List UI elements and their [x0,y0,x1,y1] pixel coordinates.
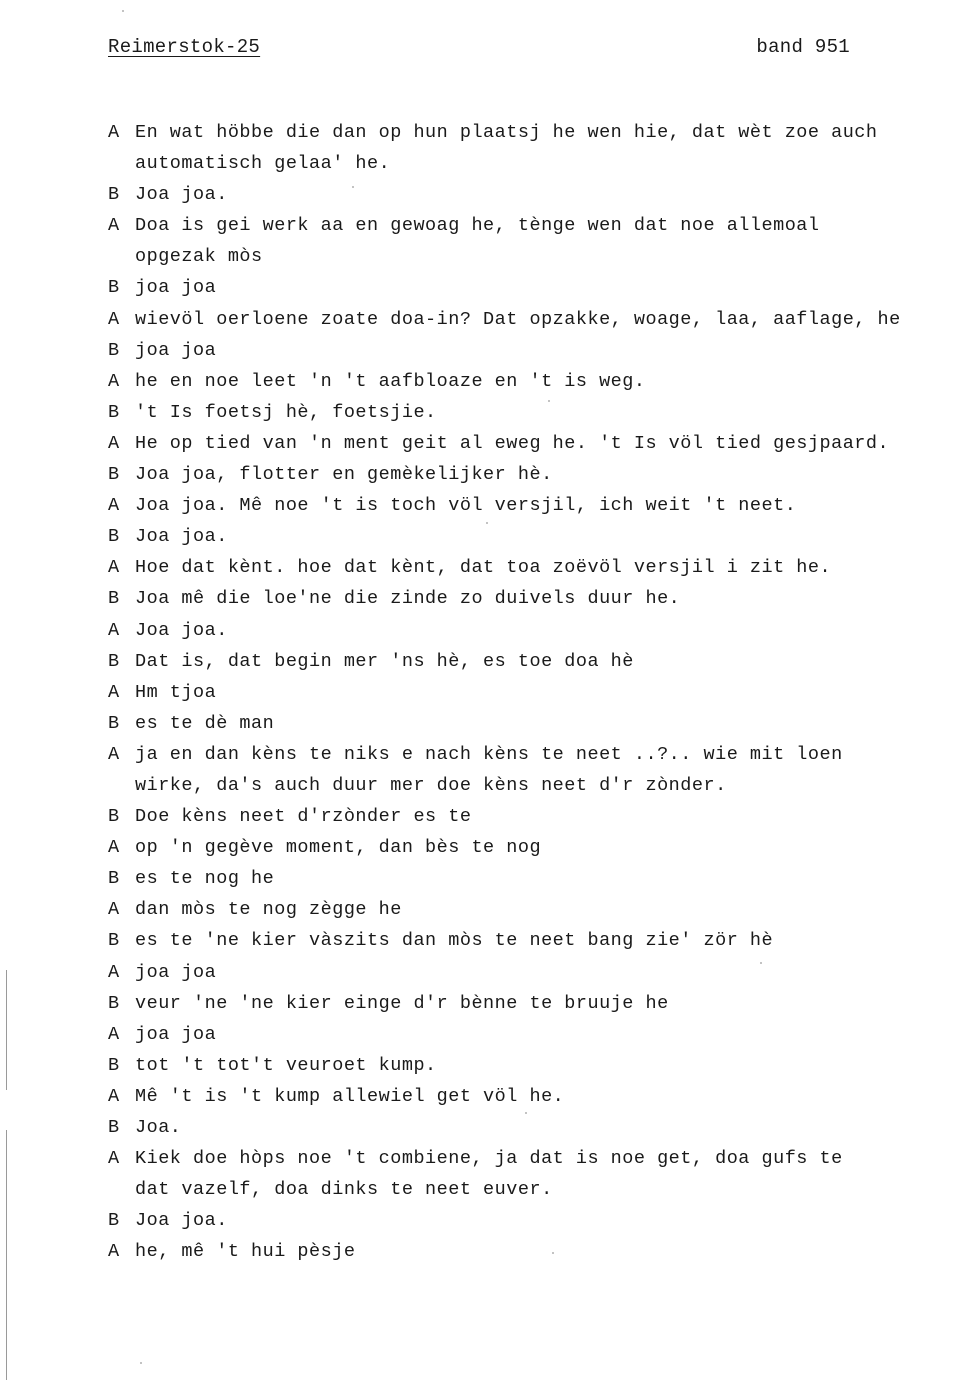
transcript-line [108,490,968,521]
speaker-label: B [108,868,120,890]
utterance-text: veur 'ne 'ne kier einge d'r bènne te bruuje he [135,992,669,1014]
scan-speck [352,186,354,188]
transcript-line [108,179,968,210]
utterance-text: dan mòs te nog zègge he [135,899,402,921]
utterance-text: es te nog he [135,868,275,890]
transcript-line [108,1050,968,1081]
transcript-line [108,1174,968,1205]
scan-margin-mark [6,970,7,1090]
speaker-label: A [108,899,120,921]
utterance-text: wirke, da's auch duur mer doe kèns neet d'r zònder. [135,774,727,796]
speaker-label: A [108,215,120,237]
transcript-line [108,148,968,179]
scan-speck [552,1252,554,1254]
utterance-text: joa joa [135,277,217,299]
transcript-line [108,863,968,894]
transcript-line [108,459,968,490]
utterance-text: En wat höbbe die dan op hun plaatsj he wen hie, dat wèt zoe auch [135,122,878,143]
speaker-label: B [108,401,120,423]
transcript-line [108,1019,968,1050]
utterance-text: es te 'ne kier vàszits dan mòs te neet bang zie' zör hè [135,930,774,952]
utterance-text: Kiek doe hòps noe 't combiene, ja dat is noe get, doa gufs te [135,1148,843,1170]
speaker-label: A [108,370,120,392]
transcript-line [108,708,968,739]
utterance-text: dat vazelf, doa dinks te neet euver. [135,1179,553,1201]
transcript [108,117,968,1267]
transcript-line [108,646,968,677]
utterance-text: joa joa [135,961,217,983]
transcript-line [108,925,968,956]
speaker-label: A [108,619,120,641]
utterance-text: he, mê 't hui pèsje [135,1241,356,1263]
speaker-label: B [108,184,120,206]
transcript-line [108,801,968,832]
speaker-label: A [108,122,120,143]
utterance-text: joa joa [135,1023,217,1045]
speaker-label: A [108,308,120,330]
scan-speck [122,10,124,12]
transcript-line [108,397,968,428]
utterance-text: es te dè man [135,712,275,734]
transcript-line [108,1143,968,1174]
transcript-line [108,117,968,148]
scan-speck [548,400,550,402]
speaker-label: A [108,1241,120,1263]
utterance-text: opgezak mòs [135,246,263,268]
utterance-text: Hm tjoa [135,681,217,703]
speaker-label: B [108,992,120,1014]
utterance-text: Joa mê die loe'ne die zinde zo duivels duur he. [135,588,681,610]
transcript-line [108,210,968,241]
transcript-line [108,428,968,459]
speaker-label [108,770,135,801]
utterance-text: Doa is gei werk aa en gewoag he, tènge wen dat noe allemoal [135,215,820,237]
speaker-label: A [108,1085,120,1107]
transcript-line [108,1112,968,1143]
transcript-line [108,739,968,770]
speaker-label: B [108,1117,120,1138]
transcript-line [108,335,968,366]
speaker-label: A [108,557,120,579]
speaker-label: A [108,743,120,765]
speaker-label: A [108,495,120,517]
utterance-text: Joa joa. [135,619,228,641]
document-title: Reimerstok-25 [108,36,261,58]
speaker-label: A [108,1148,120,1170]
speaker-label: B [108,1210,120,1232]
speaker-label: A [108,1023,120,1045]
speaker-label: B [108,339,120,361]
utterance-text: op 'n gegève moment, dan bès te nog [135,837,542,859]
speaker-label: B [108,526,120,548]
utterance-text: Joa joa. Mê noe 't is toch völ versjil, ich weit 't neet. [135,495,797,517]
transcript-line [108,1081,968,1112]
utterance-text: He op tied van 'n ment geit al eweg he. 't Is völ tied gesjpaard. [135,432,890,454]
transcript-line [108,615,968,646]
utterance-text: Joa joa, flotter en gemèkelijker hè. [135,464,553,486]
speaker-label: B [108,277,120,299]
transcript-line [108,241,968,272]
speaker-label: B [108,464,120,486]
speaker-label: A [108,432,120,454]
scan-speck [760,962,762,964]
utterance-text: joa joa [135,339,217,361]
scan-speck [525,1112,527,1114]
transcript-line [108,957,968,988]
utterance-text: tot 't tot't veuroet kump. [135,1054,437,1076]
utterance-text: he en noe leet 'n 't aafbloaze en 't is weg. [135,370,646,392]
speaker-label [108,1174,135,1205]
speaker-label: A [108,961,120,983]
utterance-text: Joa joa. [135,184,228,206]
transcript-line [108,677,968,708]
transcript-line [108,583,968,614]
utterance-text: ja en dan kèns te niks e nach kèns te neet ..?.. wie mit loen [135,743,843,765]
utterance-text: Dat is, dat begin mer 'ns hè, es toe doa hè [135,650,634,672]
utterance-text: Doe kèns neet d'rzònder es te [135,806,472,828]
utterance-text: Joa joa. [135,1210,228,1232]
speaker-label [108,148,135,179]
speaker-label: B [108,806,120,828]
utterance-text: Mê 't is 't kump allewiel get völ he. [135,1085,565,1107]
scan-speck [140,1362,142,1364]
transcript-line [108,988,968,1019]
speaker-label: B [108,588,120,610]
speaker-label: B [108,930,120,952]
tape-number: band 951 [756,36,850,58]
transcript-line [108,832,968,863]
utterance-text: automatisch gelaa' he. [135,153,391,175]
utterance-text: Joa. [135,1117,182,1138]
transcript-line [108,272,968,303]
speaker-label: A [108,837,120,859]
speaker-label: B [108,712,120,734]
transcript-line [108,521,968,552]
transcript-line [108,1236,968,1267]
utterance-text: Hoe dat kènt. hoe dat kènt, dat toa zoëvöl versjil i zit he. [135,557,832,579]
speaker-label: B [108,650,120,672]
speaker-label: B [108,1054,120,1076]
scan-margin-mark [6,1130,7,1380]
speaker-label: A [108,681,120,703]
transcript-line [108,894,968,925]
transcript-line [108,304,968,335]
utterance-text: Joa joa. [135,526,228,548]
utterance-text: wievöl oerloene zoate doa-in? Dat opzakke, woage, laa, aaflage, he [135,308,901,330]
transcript-line [108,366,968,397]
speaker-label [108,241,135,272]
scan-speck [486,522,488,524]
transcript-line [108,552,968,583]
utterance-text: 't Is foetsj hè, foetsjie. [135,401,437,423]
transcript-line [108,770,968,801]
transcript-line [108,1205,968,1236]
